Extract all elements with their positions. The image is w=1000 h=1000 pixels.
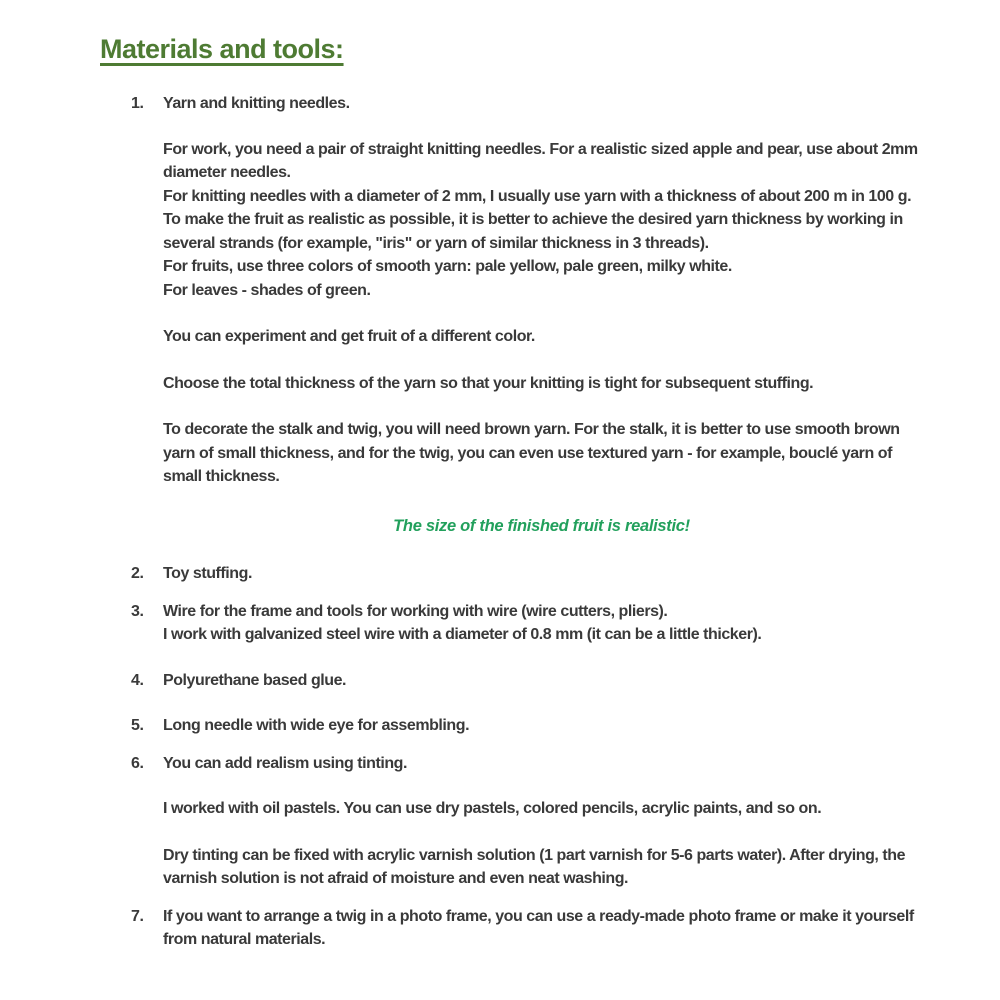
paragraph-line: For fruits, use three colors of smooth yarn: pale yellow, pale green, milky white. [163,258,732,275]
list-item-3 [131,600,920,647]
page-title: Materials and tools: [100,34,344,64]
list-item-4 [131,669,920,693]
list-item-6-label: You can add realism using tinting. [163,754,407,772]
paragraph-stalk-twig: To decorate the stalk and twig, you will need brown yarn. For the stalk, it is better to use smooth brown yarn of small thickness, and for the twig, you can even use textured yarn - for example, bouclé yarn of small thickness. [163,421,900,485]
list-number-6: 6. [131,754,144,772]
list-item-5 [131,714,920,738]
paragraph-pastels: I worked with oil pastels. You can use dry pastels, colored pencils, acrylic paints, and so on. [163,800,822,817]
list-item-4-label: Polyurethane based glue. [163,671,347,689]
paragraph-experiment: You can experiment and get fruit of a different color. [163,328,535,345]
list-item-1 [131,92,920,116]
paragraph-line: To make the fruit as realistic as possible, it is better to achieve the desired yarn thickness by working in several strands (for example, "iris" or yarn of similar thickness in 3 threads). [163,211,903,252]
list-item-7-label: If you want to arrange a twig in a photo frame, you can use a ready-made photo frame or make it yourself from natural materials. [163,907,914,948]
list-item-2 [131,562,920,586]
list-item-3-label: Wire for the frame and tools for working with wire (wire cutters, pliers). [163,602,668,620]
list-item-5-label: Long needle with wide eye for assembling. [163,717,470,734]
paragraph-line: For knitting needles with a diameter of 2 mm, I usually use yarn with a thickness of about 200 m in 100 g. [163,187,912,205]
list-item-7 [131,905,920,952]
list-item-6 [131,752,920,776]
paragraph-varnish: Dry tinting can be fixed with acrylic varnish solution (1 part varnish for 5-6 parts water). After drying, the varnish solution is not afraid of moisture and even neat washing. [163,846,906,887]
paragraph-line: For work, you need a pair of straight knitting needles. For a realistic sized apple and pear, use about 2mm diameter needles. [163,140,918,181]
paragraph-yarn-details [163,138,920,303]
list-number-7: 7. [131,907,144,925]
list-number-2: 2. [131,565,144,582]
list-number-5: 5. [131,717,144,734]
list-number-4: 4. [131,671,144,689]
list-number-3: 3. [131,602,144,620]
list-item-2-label: Toy stuffing. [163,565,252,582]
paragraph-line: For leaves - shades of green. [163,281,371,299]
list-item-1-label: Yarn and knitting needles. [163,95,350,112]
paragraph-thickness: Choose the total thickness of the yarn so that your knitting is tight for subsequent stuffing. [163,374,814,392]
note-realistic-size: The size of the finished fruit is realistic! [393,516,690,535]
list-item-3-detail: I work with galvanized steel wire with a diameter of 0.8 mm (it can be a little thicker). [163,626,762,643]
list-number-1: 1. [131,95,144,112]
